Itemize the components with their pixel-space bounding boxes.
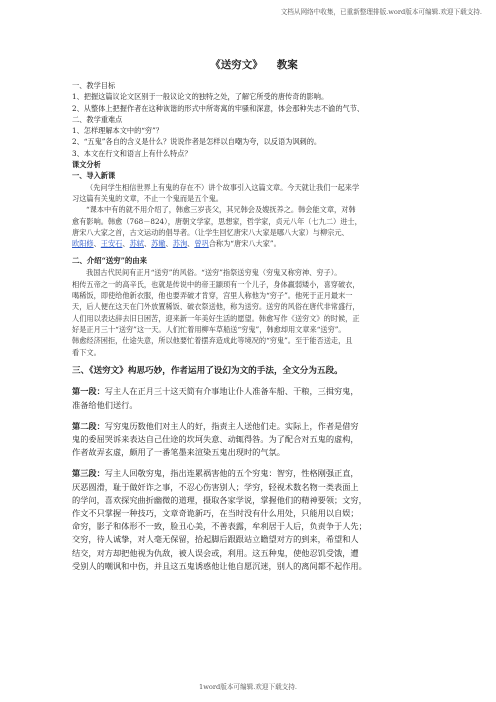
author-link[interactable]: 苏辙 <box>151 239 166 249</box>
section-1-line: “课本中有的就不用介绍了，韩愈三岁丧父，其兄韩会及嫂抚养之。韩会能文章，对韩 <box>86 205 356 215</box>
document-title <box>72 58 436 72</box>
document-body <box>72 56 436 573</box>
section-2-line: 我国古代民间有正月“送穷”的风俗。“送穷”指祭送穷鬼（穷鬼又称穷神、穷子）。 <box>86 268 342 278</box>
section-3-heading: 三、《送穷文》构思巧妙，作者运用了设幻为文的手法，全文分为五段。 <box>72 365 343 376</box>
section-2-line: 韩愈经济困拒，仕途失意，所以他要忙着摆弃造成此等境况的“穷鬼”。至于能否送走，且 <box>72 336 353 346</box>
paragraph-line: 写主人回敬穷鬼，指出连累祸害他的五个穷鬼：智穷，性格刚强正直， <box>104 468 359 479</box>
section-2-heading: 二、介绍“送穷”的由来 <box>72 256 148 266</box>
paragraph-label: 第三段： <box>72 468 105 479</box>
section-2-line: 喝稀饭，即使给他新衣服，他也要弄破才肯穿，宫里人称他为“穷子”。他死于正月最末一 <box>72 291 353 301</box>
paragraph-label: 第二段： <box>72 420 105 431</box>
title-suffix: 教案 <box>276 59 298 71</box>
paragraph-3 <box>72 467 436 573</box>
paragraph-line: 厌恶圆滑，耻于做奸诈之事，不忍心伤害别人；学穷，轻视术数名物一类表面上 <box>72 481 359 492</box>
paragraph-line: 作文不只掌握一种技巧，文章奇诡新巧，在当时没有什么用处，只能用以自娱； <box>72 507 359 518</box>
key-item: 1、怎样理解本文中的“穷”？ <box>72 126 163 136</box>
paragraph-line: 准备给他们送行。 <box>72 399 138 410</box>
author-link[interactable]: 曾巩 <box>194 239 209 249</box>
paragraph-1 <box>72 385 436 411</box>
analysis-heading: 课文分析 <box>72 160 101 170</box>
section-1-line: （先问学生相信世界上有鬼的存在不）讲个故事引入这篇文章。今天就让我们一起来学 <box>86 182 360 192</box>
title-main: 《送穷文》 <box>210 59 263 71</box>
section-2-line: 人们用以表达辞去旧日困苦，迎来新一年美好生活的愿望。韩愈写作《送穷文》的时候，正 <box>72 313 360 323</box>
author-link[interactable]: 欧阳修 <box>72 239 94 249</box>
goal-item: 1、把握这篇议论文区别于一般议论文的独特之处，了解它所受的唐传奇的影响。 <box>72 92 329 102</box>
paragraph-line: 受别人的嘲讽和中伤，并且这五鬼诱惑他让他自愿沉迷，别人的离间都不起作用。 <box>72 560 367 571</box>
authors-tail: 合称为“唐宋八大家”。 <box>208 239 281 249</box>
key-item: 3、本文在行文和语言上有什么特点？ <box>72 148 192 158</box>
page-header: 文档从网络中收集，已重新整理排版.word版本可编辑.欢迎下载支持. <box>280 8 482 16</box>
paragraph-line: 命穷，影子和体形不一致，脸丑心美，不善表露，牟利居于人后，负责争于人先； <box>72 521 367 532</box>
paragraph-label: 第一段： <box>72 386 105 397</box>
paragraph-line: 结交，对方却把他视为仇敌，被人误会或，利用。这五种鬼，使他忍饥受饿，遭 <box>72 547 359 558</box>
key-heading: 二、教学重难点 <box>72 114 123 124</box>
section-2-line: 天，后人便在这天在门外放置稀饭、破衣祭送他，称为送穷。送穷的风俗在唐代非常盛行， <box>72 302 360 312</box>
paragraph-line: 作者故弄玄虚，颇用了一番笔墨来渲染五鬼出现时的气氛。 <box>72 447 285 458</box>
author-link[interactable]: 王安石 <box>100 239 123 249</box>
section-2-line: 好是正月三十“送穷”这一天。人们忙着用柳车草船送“穷鬼”，韩愈却用文章来“送穷”。 <box>72 324 346 334</box>
paragraph-2 <box>72 420 436 460</box>
key-item: 2、“五鬼”各自的含义是什么？说说作者是怎样以自嘲为夸，以反语为讽刺的。 <box>72 137 322 147</box>
section-2-line: 相传五帝之一的高辛氏，也就是传说中的帝王颛顼有一个儿子，身体羸弱矮小，喜穿破衣， <box>72 279 360 289</box>
goals-heading: 一、教学目标 <box>72 81 116 90</box>
section-1-line: 唐宋八大家之首，古文运动的倡导者。（让学生回忆唐宋八大家是哪八大家）与柳宗元、 <box>72 227 349 237</box>
paragraph-line: 写主人在正月三十这天简有介事地让仆人准备车船、干粮，三揖穷鬼， <box>104 386 359 397</box>
section-1-line: 愈有影响。韩愈（768－824），唐朝文学家，思想家，哲学家，贞元八年（七九二）进士， <box>72 216 362 226</box>
paragraph-line: 鬼的委屈哭诉来表达自己仕途的坎坷失意、动辄得咎。为了配合对五鬼的虚构， <box>72 433 359 444</box>
page-footer: 1word版本可编辑.欢迎下载支持. <box>199 683 297 691</box>
author-link[interactable]: 苏轼 <box>129 239 144 249</box>
authors-line: 欧阳修、王安石、苏轼、苏辙、苏洵、曾巩合称为“唐宋八大家”。 <box>72 239 281 249</box>
author-link[interactable]: 苏洵 <box>172 239 188 249</box>
goal-item: 2、从整体上把握作者在这种诙谐的形式中所寄寓的牢骚和深意，体会那种失志不渝的气节、 <box>72 103 365 113</box>
section-1-heading: 一、导入新课 <box>72 171 116 181</box>
paragraph-line: 的学问，喜欢探究曲折幽微的道理，摄取各家学说，掌握他们的精神要领；文穷， <box>72 494 367 505</box>
section-1-line: 习这篇有关鬼的文章，不止一个鬼而是五个鬼。 <box>72 193 223 203</box>
paragraph-line: 写穷鬼历数他们对主人的好，指责主人送他们走。实际上，作者是借穷 <box>104 420 359 431</box>
section-2-line: 看下文。 <box>72 347 101 357</box>
paragraph-line: 交穷，待人诚挚，对人毫无保留，拾起脚后跟跟站立瞻望对方的到来，希望和人 <box>72 534 359 545</box>
